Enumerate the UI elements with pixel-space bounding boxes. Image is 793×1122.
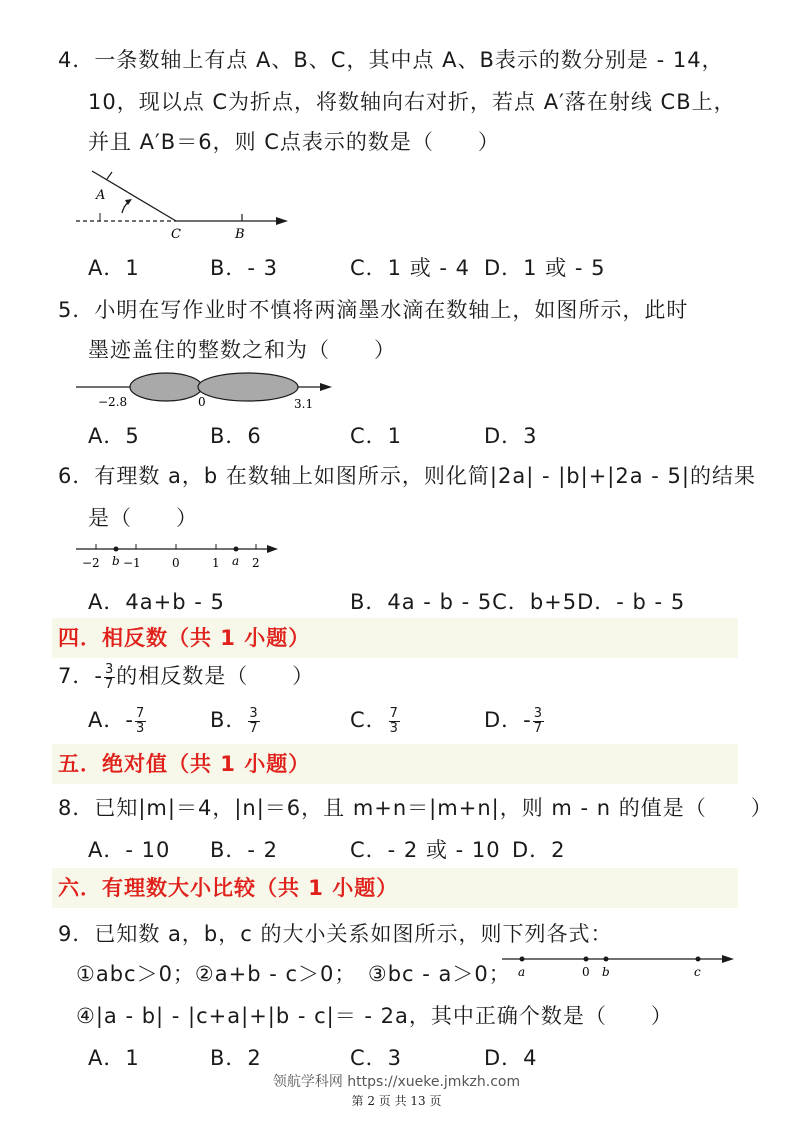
q5-option-a[interactable]: A．5 [88,424,140,448]
q4-label-b: B [235,227,245,242]
q9-option-c[interactable]: C．3 [350,1046,403,1070]
q7-option-c[interactable]: C． $\frac{7}{3}$ [350,705,399,736]
q6-number-line-figure [70,536,290,572]
section-heading-4: 四．相反数（共 1 小题） [52,618,738,658]
q5-line1: 5．小明在写作业时不慎将两滴墨水滴在数轴上，如图所示，此时 [58,298,689,322]
q4-option-b[interactable]: B．- 3 [210,256,279,280]
q9-option-d[interactable]: D．4 [484,1046,538,1070]
q6-label-a: a [232,554,240,568]
q8-option-a[interactable]: A．- 10 [88,838,171,862]
q9-line1: 9．已知数 a，b，c 的大小关系如图所示，则下列各式： [58,922,613,946]
q5-label-right: 3.1 [294,397,314,411]
q4-line3: 并且 A′B＝6，则 C点表示的数是（ ） [88,130,500,154]
section-heading-5: 五．绝对值（共 1 小题） [52,744,738,784]
footer-site-link[interactable]: 领航学科网 https://xueke.jmkzh.com [272,1074,521,1090]
footer-page-number: 第 2 页 共 13 页 [351,1094,442,1108]
q8-option-d[interactable]: D．2 [512,838,566,862]
section-heading-6: 六．有理数大小比较（共 1 小题） [52,868,738,908]
q5-label-left: −2.8 [98,395,128,409]
q5-line2: 墨迹盖住的整数之和为（ ） [88,338,396,362]
q4-option-c[interactable]: C．1 或 - 4 [350,256,470,280]
q7-prefix: 7．- [58,664,103,688]
q4-option-a[interactable]: A．1 [88,256,140,280]
q9-label-a: a [518,965,526,979]
q7-fraction: $\frac{3}{7}$ [104,661,115,692]
q5-option-c[interactable]: C．1 [350,424,403,448]
q6-options-b-c-d[interactable]: B．4a - b - 5C．b+5D．- b - 5 [350,590,686,614]
q9-option-b[interactable]: B．2 [210,1046,262,1070]
q6-label-1: 1 [212,556,220,570]
q5-option-d[interactable]: D．3 [484,424,538,448]
q4-option-d[interactable]: D．1 或 - 5 [484,256,606,280]
q7-suffix: 的相反数是（ ） [116,664,315,688]
q4-label-a: A [96,188,106,203]
q9-line3: ④|a - b| - |c+a|+|b - c|＝ - 2a，其中正确个数是（ ） [76,1004,673,1028]
q5-option-b[interactable]: B．6 [210,424,262,448]
q4-line1: 4．一条数轴上有点 A、B、C，其中点 A、B表示的数分别是 - 14， [58,48,724,72]
q6-label-b: b [112,554,120,568]
q9-line2: ①abc＞0；②a+b - c＞0； ③bc - a＞0； [76,962,511,986]
q7-stem [58,660,314,692]
q6-label-neg2: −2 [82,556,100,570]
q4-line2: 10，现以点 C为折点，将数轴向右对折，若点 A′落在射线 CB上， [88,90,736,114]
q6-line2: 是（ ） [88,506,198,530]
q6-option-a[interactable]: A．4a+b - 5 [88,590,225,614]
q9-label-b: b [602,965,610,979]
q9-number-line-figure [496,948,740,982]
q6-label-0: 0 [172,556,180,570]
q7-option-a[interactable]: A．- $\frac{7}{3}$ [88,705,146,736]
q9-label-c: c [694,965,701,979]
q8-option-c[interactable]: C．- 2 或 - 10 [350,838,501,862]
q5-ink-blot-figure [70,366,340,414]
q9-option-a[interactable]: A．1 [88,1046,140,1070]
q8-option-b[interactable]: B．- 2 [210,838,279,862]
q6-label-neg1: −1 [123,556,141,570]
q6-line1: 6．有理数 a，b 在数轴上如图所示，则化简|2a| - |b|+|2a - 5|的结果 [58,464,756,488]
q9-label-zero: 0 [582,965,590,979]
q4-number-line-figure [66,165,306,245]
q5-label-zero: 0 [198,395,206,409]
q7-option-d[interactable]: D．- $\frac{3}{7}$ [484,705,544,736]
q6-label-2: 2 [252,556,260,570]
q8-line1: 8．已知|m|＝4，|n|＝6，且 m+n＝|m+n|，则 m - n 的值是（ ） [58,796,773,820]
q4-label-c: C [171,227,181,242]
q7-option-b[interactable]: B． $\frac{3}{7}$ [210,705,259,736]
